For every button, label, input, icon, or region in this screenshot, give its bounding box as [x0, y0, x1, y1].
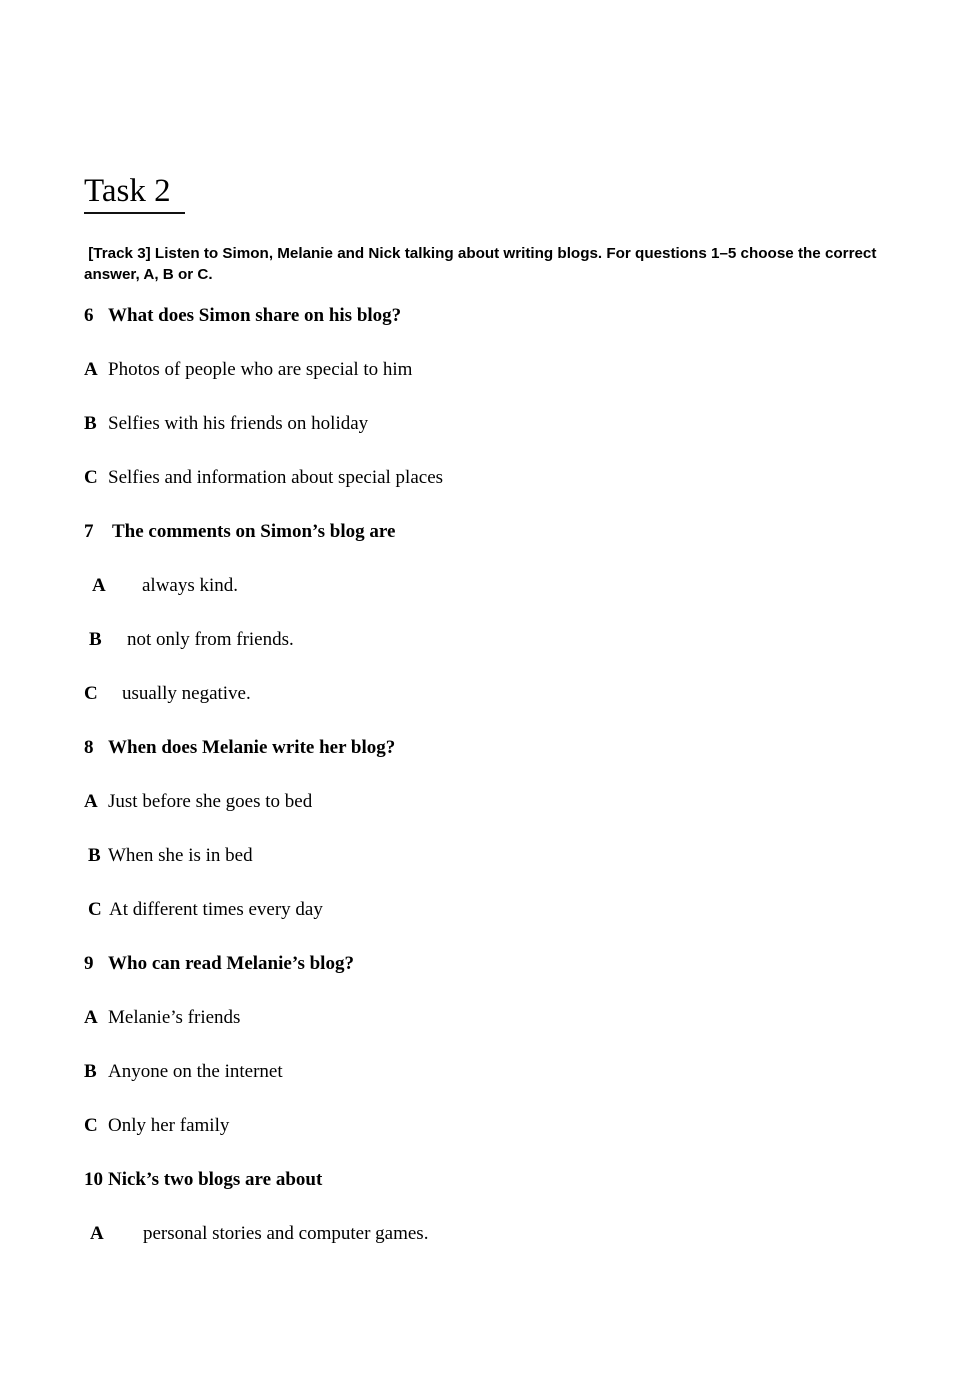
question-8-number: 8 [84, 737, 94, 758]
option-letter: C [84, 467, 98, 488]
question-7 [0, 519, 978, 707]
option-text: usually negative. [122, 683, 251, 704]
option-text: Anyone on the internet [108, 1061, 283, 1082]
question-8-heading [0, 735, 978, 761]
question-7-option-c [0, 681, 978, 707]
instructions-paragraph: [Track 3] Listen to Simon, Melanie and Nick talking about writing blogs. For questions 1–5 choose the correct answer, A, B or C. [84, 245, 881, 283]
option-text: Melanie’s friends [108, 1007, 241, 1028]
question-8-text: When does Melanie write her blog? [108, 737, 396, 758]
option-letter: A [92, 575, 106, 596]
option-letter: C [84, 683, 98, 704]
option-text: When she is in bed [108, 845, 253, 866]
option-letter: B [88, 845, 101, 866]
option-text: At different times every day [109, 899, 323, 920]
option-text: Just before she goes to bed [108, 791, 313, 812]
question-9-heading [0, 951, 978, 977]
question-9-number: 9 [84, 953, 94, 974]
option-letter: A [84, 359, 98, 380]
question-8 [0, 735, 978, 923]
option-text: not only from friends. [127, 629, 294, 650]
question-7-heading [0, 519, 978, 545]
question-6-option-a [0, 357, 978, 383]
question-7-option-a [0, 573, 978, 599]
question-9 [0, 951, 978, 1139]
question-6-text: What does Simon share on his blog? [108, 305, 402, 326]
option-letter: C [84, 1115, 98, 1136]
question-9-option-a [0, 1005, 978, 1031]
page-title-text: Task 2 [84, 172, 185, 214]
question-9-text: Who can read Melanie’s blog? [108, 953, 354, 974]
question-6-number: 6 [84, 305, 94, 326]
question-9-option-c [0, 1113, 978, 1139]
option-letter: C [88, 899, 102, 920]
question-6-option-c [0, 465, 978, 491]
option-letter: B [84, 413, 97, 434]
option-letter: A [84, 1007, 98, 1028]
question-10 [0, 1167, 978, 1247]
option-text: personal stories and computer games. [143, 1223, 429, 1244]
question-8-option-c [0, 897, 978, 923]
option-letter: B [84, 1061, 97, 1082]
option-text: Selfies with his friends on holiday [108, 413, 369, 434]
question-9-option-b [0, 1059, 978, 1085]
question-7-number: 7 [84, 521, 94, 542]
question-10-text: Nick’s two blogs are about [108, 1169, 323, 1190]
option-text: Photos of people who are special to him [108, 359, 413, 380]
question-list [0, 303, 978, 1247]
page-title [84, 172, 978, 214]
option-letter: A [84, 791, 98, 812]
question-7-option-b [0, 627, 978, 653]
option-text: always kind. [142, 575, 239, 596]
question-6 [0, 303, 978, 491]
question-6-option-b [0, 411, 978, 437]
question-7-text: The comments on Simon’s blog are [112, 521, 396, 542]
option-text: Only her family [108, 1115, 230, 1136]
question-8-option-b [0, 843, 978, 869]
option-text: Selfies and information about special places [108, 467, 444, 488]
option-letter: B [89, 629, 102, 650]
question-10-heading [0, 1167, 978, 1193]
option-letter: A [90, 1223, 104, 1244]
question-10-option-a [0, 1221, 978, 1247]
question-6-heading [0, 303, 978, 329]
question-10-number: 10 [84, 1169, 103, 1190]
question-8-option-a [0, 789, 978, 815]
